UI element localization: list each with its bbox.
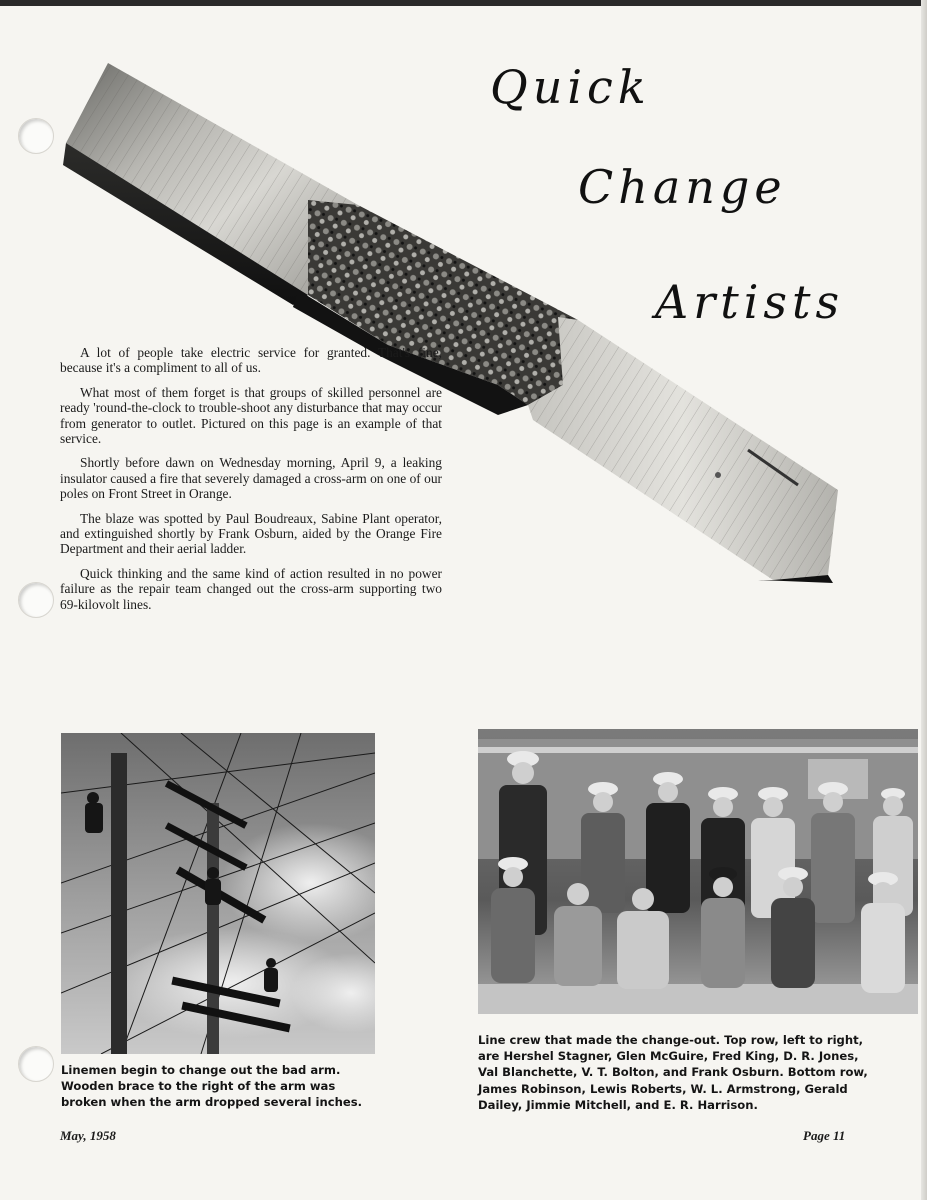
page-right-edge: [921, 0, 927, 1200]
linemen-pole-photo: [61, 733, 375, 1054]
linemen-photo-caption: Linemen begin to change out the bad arm. Wooden brace to the right of the arm was broken when the arm dropped several inches.: [61, 1063, 363, 1110]
line-crew-photo-caption: Line crew that made the change-out. Top row, left to right, are Hershel Stagner, Glen McGuire, Fred King, D. R. Jones, Val Blanchette, V. T. Bolton, and Frank Osburn. Bottom row, James Robinson, Lewis Roberts, W. L. Armstrong, Gerald Dailey, Jimmie Mitchell, and E. R. Harrison.: [478, 1033, 868, 1112]
footer-page-number: Page 11: [803, 1128, 846, 1143]
binder-hole-middle: [18, 582, 54, 618]
page-top-edge: [0, 0, 927, 6]
article-body: [60, 345, 442, 621]
article-paragraph: What most of them forget is that groups of skilled personnel are ready 'round-the-clock to trouble-shoot any disturbance that may occur from generator to outlet. Pictured on this page is an example of that service.: [60, 384, 442, 447]
title-line-quick: Quick: [490, 60, 651, 114]
footer-date: May, 1958: [60, 1128, 116, 1143]
title-line-change: Change: [578, 160, 787, 214]
title-line-artists: Artists: [655, 275, 845, 329]
line-crew-photo: [478, 729, 918, 1014]
article-paragraph: Shortly before dawn on Wednesday morning, April 9, a leaking insulator caused a fire that severely damaged a cross-arm on one of our poles on Front Street in Orange.: [60, 455, 442, 502]
binder-hole-top: [18, 118, 54, 154]
article-paragraph: Quick thinking and the same kind of action resulted in no power failure as the repair team changed out the cross-arm supporting two 69-kilovolt lines.: [60, 565, 442, 612]
binder-hole-bottom: [18, 1046, 54, 1082]
article-paragraph: The blaze was spotted by Paul Boudreaux, Sabine Plant operator, and extinguished shortly by Frank Osburn, aided by the Orange Fire Department and their aerial ladder.: [60, 510, 442, 557]
article-paragraph: A lot of people take electric service for granted. That's fine, because it's a compliment to all of us.: [60, 345, 442, 376]
